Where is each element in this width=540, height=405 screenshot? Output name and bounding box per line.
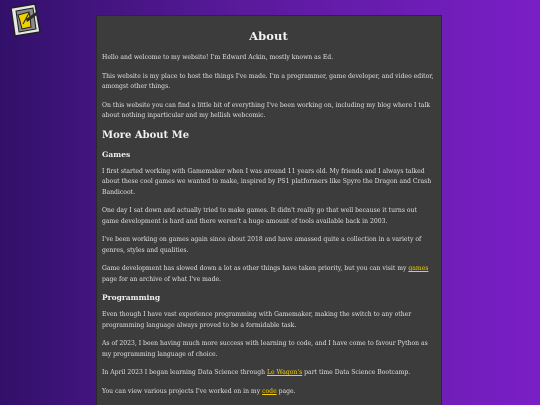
intro-paragraph-3: On this website you can find a little bit of everything I've been working on, including my blog where I talk about nothing inparticular and my hellish webcomic. [102, 101, 431, 119]
intro-paragraph-2: This website is my place to host the things I've made. I'm a programmer, game developer, and video editor, amongst other things. [102, 72, 434, 90]
programming-paragraph-3 [102, 368, 435, 379]
games-paragraph-1: I first started working with Gamemaker when I was around 11 years old. My friends and I always talked about these cool games we wanted to make, inspired by PS1 platformers like Spyro the Dragon and Crash Bandicoot. [102, 167, 432, 196]
le-wagon-link[interactable]: Le Wagon's [266, 369, 303, 376]
programming-paragraph-4-text: You can view various projects I've worked on in my [102, 387, 263, 395]
programming-paragraph-4-text-end: page. [276, 387, 296, 395]
code-page-link[interactable]: code [262, 387, 277, 395]
games-heading: Games [102, 149, 131, 159]
programming-paragraph-3-text-end: part time Data Science Bootcamp. [302, 369, 411, 376]
programming-paragraph-2: As of 2023, I been having much more success with learning to code, and I have come to favour Python as my programming language of choice. [102, 340, 428, 358]
programming-paragraph-4 [102, 387, 435, 398]
games-paragraph-4 [102, 264, 435, 285]
games-paragraph-3: I've been working on games again since about 2018 and have amassed quite a collection in a variety of genres, styles and qualities. [102, 236, 422, 254]
games-paragraph-2: One day I sat down and actually tried to make games. It didn't really go that well because it turns out game development is hard and there weren't a huge amount of tools available back in 2003. [102, 207, 417, 225]
intro-paragraph-1: Hello and welcome to my website! I'm Edward Ackin, mostly known as Ed. [102, 54, 334, 61]
games-page-link[interactable]: games [408, 265, 429, 272]
more-about-me-heading: More About Me [102, 129, 190, 141]
page-title: About [249, 29, 288, 43]
games-paragraph-4-text: Game development has slowed down a lot as other things have taken priority, but you can visit my [102, 265, 409, 272]
games-paragraph-4-text-end: page for an archive of what I've made. [102, 275, 222, 283]
main-content-panel [96, 15, 442, 405]
programming-paragraph-3-text: In April 2023 I began learning Data Science through [102, 369, 267, 376]
programming-heading: Programming [102, 293, 161, 302]
programming-paragraph-1: Even though I have vast experience programming with Gamemaker, making the switch to any other programming language always proved to be a formidable task. [102, 311, 412, 329]
site-logo-icon[interactable] [9, 3, 41, 37]
notebook-logo-icon [9, 3, 41, 37]
